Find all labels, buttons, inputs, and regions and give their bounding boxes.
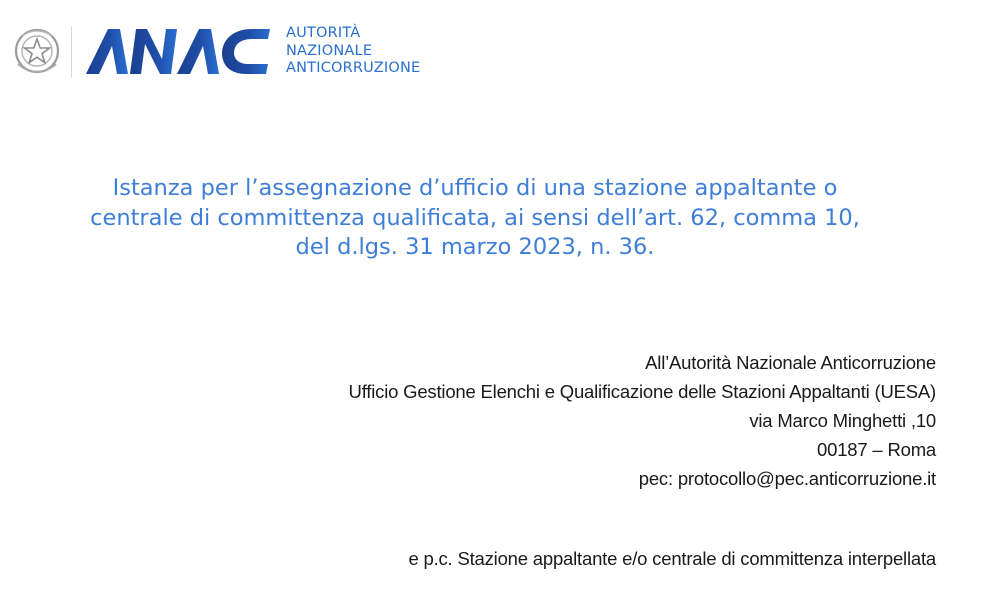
title-line-2: centrale di committenza qualificata, ai sensi dell’art. 62, comma 10, xyxy=(90,204,860,231)
org-name-line-3: ANTICORRUZIONE xyxy=(286,60,421,76)
org-name-line-2: NAZIONALE xyxy=(286,42,373,59)
republic-emblem-icon xyxy=(12,24,62,80)
title-line-3: del d.lgs. 31 marzo 2023, n. 36. xyxy=(295,234,655,260)
recipient-authority: All’Autorità Nazionale Anticorruzione xyxy=(645,352,936,373)
header-divider xyxy=(71,26,72,78)
recipient-city: 00187 – Roma xyxy=(817,439,936,460)
title-line-1: Istanza per l’assegnazione d’ufficio di una stazione appaltante o xyxy=(112,175,838,201)
recipient-office: Ufficio Gestione Elenchi e Qualificazione delle Stazioni Appaltanti (UESA) xyxy=(348,381,936,402)
organization-name xyxy=(286,25,420,78)
document-header xyxy=(10,22,470,82)
recipient-street: via Marco Minghetti ,10 xyxy=(749,410,936,431)
cc-recipient: e p.c. Stazione appaltante e/o centrale di committenza interpellata xyxy=(408,548,936,569)
recipient-pec: pec: protocollo@pec.anticorruzione.it xyxy=(638,468,936,489)
org-name-line-1: AUTORITÀ xyxy=(286,25,361,41)
recipient-address-block xyxy=(349,348,936,493)
anac-logo xyxy=(84,26,280,76)
document-title xyxy=(20,174,930,263)
